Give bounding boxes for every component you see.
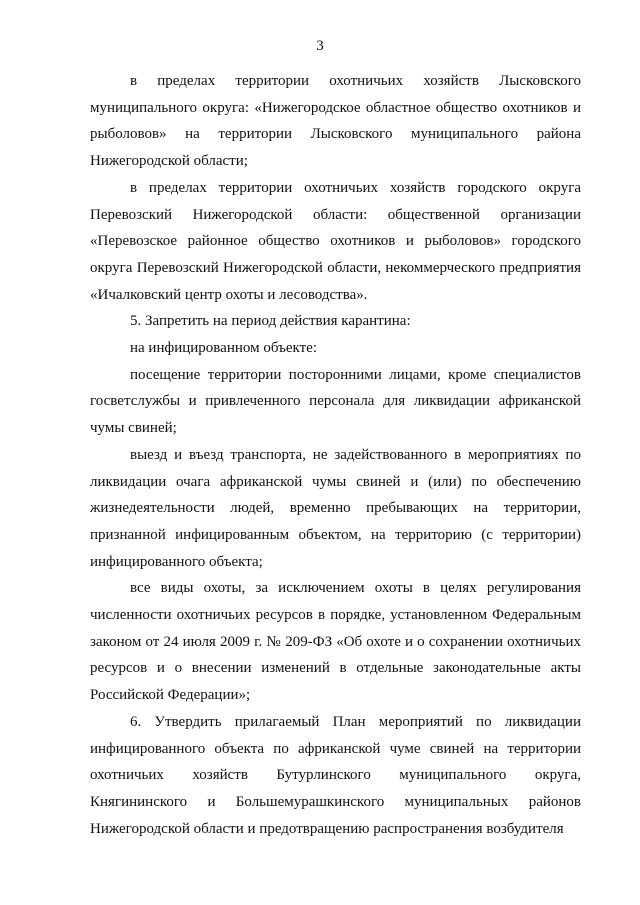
page-number: 3 [316,38,324,54]
paragraph-lyskovsky-hunting-area: в пределах территории охотничьих хозяйств Лысковского муниципального округа: «Нижегородское областное общество охотников и рыболовов» на территории Лысковского муниципального района Нижегородской области; [90,73,581,170]
paragraph-visit-ban: посещение территории посторонними лицами, кроме специалистов госветслужбы и привлеченного персонала для ликвидации африканской чумы свиней; [90,366,581,437]
paragraph-perevozsky-hunting-area: в пределах территории охотничьих хозяйств городского округа Перевозский Нижегородской области: общественной организации «Перевозское районное общество охотников и рыболовов» городского округа Перевозский Нижегородской области, некоммерческого предприятия «Ичалковский центр охоты и лесоводства». [90,179,581,303]
paragraph-infected-object: на инфицированном объекте: [130,340,317,357]
paragraph-transport-ban: выезд и въезд транспорта, не задействованного в мероприятиях по ликвидации очага африканской чумы свиней и (или) по обеспечению жизнедеятельности людей, временно пребывающих на территории, признанной инфицированным объектом, на территорию (с территории) инфицированного объекта; [90,446,581,570]
document-body [90,68,581,842]
paragraph-hunting-ban: все виды охоты, за исключением охоты в целях регулирования численности охотничьих ресурсов в порядке, установленном Федеральным законом от 24 июля 2009 г. № 209-ФЗ «Об охоте и о сохранении охотничьих ресурсов и о внесении изменений в отдельные законодательные акты Российской Федерации»; [90,580,581,704]
paragraph-item-6-plan-approval: 6. Утвердить прилагаемый План мероприятий по ликвидации инфицированного объекта по африканской чуме свиней на территории охотничьих хозяйств Бутурлинского муниципального округа, Княгининского и Большемурашкинского муниципальных районов Нижегородской области и предотвращению распространения возбудителя [90,713,581,837]
paragraph-item-5-quarantine-ban: 5. Запретить на период действия карантина: [130,313,411,330]
